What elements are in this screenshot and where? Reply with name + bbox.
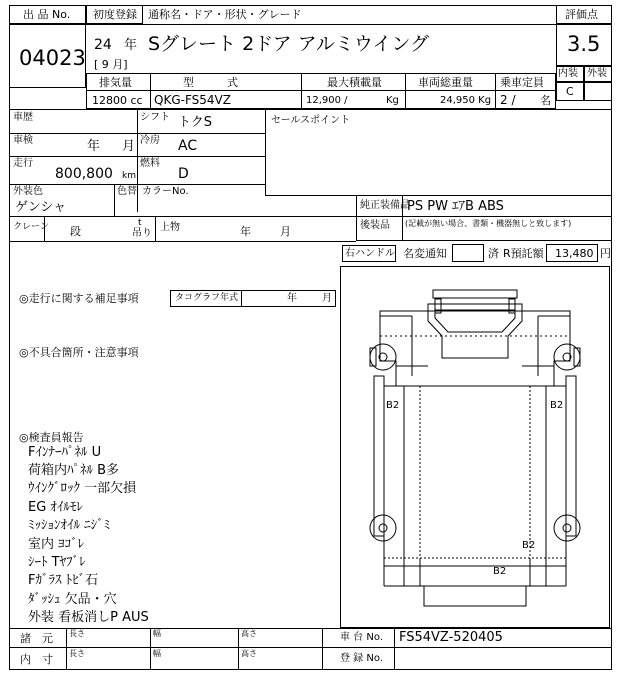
lot-no: 04023 <box>19 46 86 70</box>
capacity-label: 乗車定員 <box>500 76 544 89</box>
length-label: 長さ <box>69 629 85 638</box>
inspector-line: ｳｲﾝｸﾞﾛｯｸ 一部欠損 <box>28 481 137 496</box>
score: 3.5 <box>567 32 601 56</box>
tax-unit: 円 <box>600 247 611 260</box>
capacity-unit: 名 <box>540 94 551 107</box>
first-reg-label: 初度登録 <box>93 8 137 21</box>
sales-point-label: セールスポイント <box>271 115 351 126</box>
inspector-line: Fｶﾞﾗｽ ﾄﾋﾞ石 <box>28 573 99 588</box>
tax-value: 13,480 <box>555 247 594 260</box>
footer-box <box>9 628 612 670</box>
first-reg-year: 24 <box>94 37 112 53</box>
name-change-checkbox[interactable] <box>452 244 484 262</box>
model-label: 型 式 <box>183 76 238 89</box>
height-label: 高さ <box>241 629 257 638</box>
crane-stage: 段 <box>70 225 81 238</box>
capacity: 2 / <box>500 93 516 107</box>
aftermarket-note: (記載が無い場合、書類・機器無しと致します) <box>405 219 572 228</box>
model: QKG-FS54VZ <box>154 93 231 107</box>
displacement-label: 排気量 <box>99 76 132 89</box>
interior-label: 内装 <box>558 68 578 79</box>
standard-equipment: PS PW ｴｱB ABS <box>407 199 504 214</box>
damage-mark-right-side: B2 <box>550 400 564 411</box>
inspector-line: 荷箱内ﾊﾟﾈﾙ B多 <box>28 463 120 478</box>
inspector-report-label: ◎検査員報告 <box>19 431 84 444</box>
standard-equipment-label: 純正装備品 <box>360 200 410 211</box>
tax-prefix: 済 <box>488 247 499 260</box>
aftermarket-label: 後装品 <box>360 220 390 231</box>
color-no-label: 色替 <box>117 186 137 197</box>
tachograph-month: 月 <box>322 293 332 304</box>
color: ゲンシャ <box>15 200 67 215</box>
color-label: 外装色 <box>13 186 43 197</box>
history-label: 車歴 <box>13 112 33 123</box>
registration-label: 登 録 No. <box>340 653 383 664</box>
interior-grade: C <box>566 85 574 98</box>
inspector-line: ﾀﾞｯｼｭ 欠品・穴 <box>28 592 117 607</box>
shift-label: シフト <box>140 112 170 123</box>
dims-label: 諸 元 <box>20 632 53 645</box>
vehicle-name-header: 通称名・ドア・形状・グレード <box>148 8 302 21</box>
max-load-label: 最大積載量 <box>327 76 382 89</box>
displacement: 12800 cc <box>92 94 143 107</box>
inspector-line: EG ｵｲﾙﾓﾚ <box>28 500 83 515</box>
gross-weight: 24,950 Kg <box>440 95 492 106</box>
first-reg-month: [ 9 月] <box>94 58 128 71</box>
inspection-year: 年 <box>87 139 101 154</box>
inspection-month: 月 <box>122 139 136 154</box>
truck-diagram <box>340 266 610 628</box>
exterior-grade-cell <box>584 82 612 101</box>
fuel-label: 燃料 <box>140 158 160 169</box>
rhd-label: 右ハンドル <box>345 248 395 259</box>
exterior-label: 外装 <box>587 68 607 79</box>
crane-label: クレーン <box>13 222 49 232</box>
tachograph-label: タコグラフ年式 <box>175 293 239 303</box>
driving-notes-label: ◎走行に関する補足事項 <box>19 292 139 305</box>
chassis-label: 車 台 No. <box>340 632 383 643</box>
height-label: 高さ <box>241 649 257 658</box>
tax-label: R預託額 <box>503 247 544 260</box>
mileage-label: 走行 <box>13 158 33 169</box>
crane-ton: t <box>138 218 142 228</box>
inspector-line: 室内 ﾖｺﾞﾚ <box>28 537 85 552</box>
upper-body-label: 上物 <box>160 222 180 233</box>
length-label: 長さ <box>69 649 85 658</box>
score-label: 評価点 <box>565 8 598 21</box>
gross-weight-label: 車両総重量 <box>418 76 473 89</box>
inspector-line: 外装 看板消しP AUS <box>28 610 149 625</box>
upper-year: 年 <box>240 225 251 238</box>
inspector-line: ｼｰﾄ Tﾔﾌﾞﾚ <box>28 555 86 570</box>
color-code-label: カラーNo. <box>142 186 189 197</box>
ac-label: 冷房 <box>140 135 160 146</box>
shift: トクS <box>178 115 212 130</box>
ac: AC <box>178 138 198 154</box>
interior-dims-label: 内 寸 <box>20 653 53 666</box>
defects-label: ◎不具合箇所・注意事項 <box>19 346 139 359</box>
lot-no-label: 出 品 No. <box>23 8 71 21</box>
tachograph-year: 年 <box>287 293 297 304</box>
first-reg-year-unit: 年 <box>124 38 138 53</box>
damage-mark-rear-right: B2 <box>522 540 536 551</box>
upper-month: 月 <box>280 225 291 238</box>
max-load-unit: Kg <box>386 95 399 106</box>
mileage-unit: km <box>122 171 136 181</box>
crane-hang: 吊り <box>132 228 152 239</box>
inspector-line: Fｲﾝﾅｰﾊﾟﾈﾙ U <box>28 445 102 460</box>
inspection-label: 車検 <box>13 135 33 146</box>
chassis-no: FS54VZ-520405 <box>399 630 503 645</box>
damage-mark-rear: B2 <box>493 566 507 577</box>
vehicle-name: Sグレート 2ドア アルミウイング <box>148 33 429 55</box>
fuel: D <box>178 166 189 182</box>
width-label: 幅 <box>153 649 161 658</box>
name-change-label: 名変通知 <box>403 247 447 260</box>
width-label: 幅 <box>153 629 161 638</box>
max-load: 12,900 / <box>306 95 348 106</box>
inspector-line: ﾐｯｼｮﾝｵｲﾙ ﾆｼﾞﾐ <box>28 518 111 533</box>
mileage: 800,800 <box>55 166 113 182</box>
damage-mark-left-side: B2 <box>386 400 400 411</box>
